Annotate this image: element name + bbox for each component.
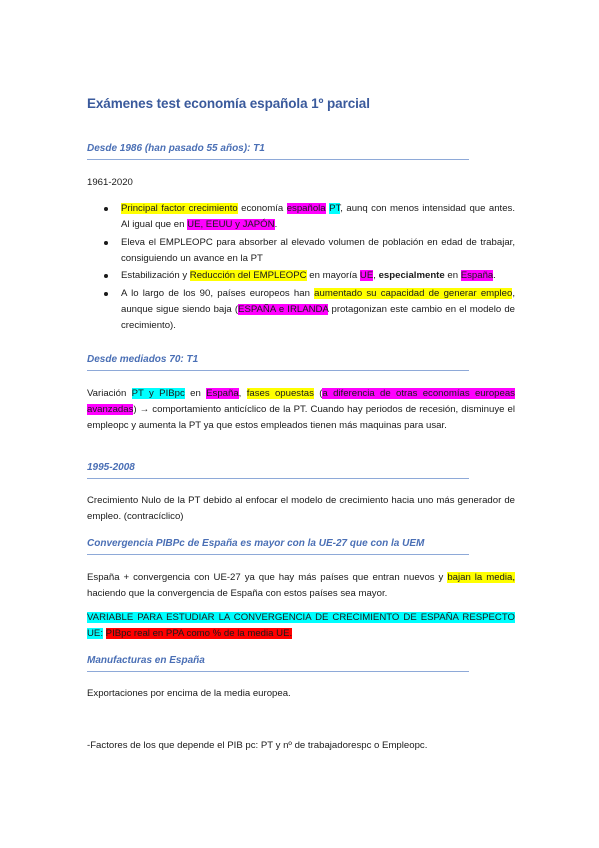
bullet-icon — [104, 292, 108, 296]
text-run: ) → comportamiento anticíclico de la PT. Cuando hay periodos de recesión, disminuye el empleopc y aumenta la PT ya que estos empleados tienen más maquinas para usar. — [87, 404, 515, 432]
text-run: España + convergencia con UE-27 ya que hay más países que entran nuevos y — [87, 572, 448, 583]
text-run: en — [184, 388, 207, 399]
paragraph-exportaciones: Exportaciones por encima de la media europea. — [87, 688, 291, 699]
highlight-magenta: España — [460, 270, 494, 282]
paragraph-variable-note — [87, 610, 515, 642]
paragraph-crecimiento: Crecimiento Nulo de la PT debido al enfocar el modelo de crecimiento hacia uno más generador de empleo. (contracíclico) — [87, 495, 515, 523]
bullet-icon — [104, 241, 108, 245]
bullet-list — [87, 201, 515, 335]
bold-text: especialmente — [378, 270, 445, 282]
highlight-magenta: a diferencia de otras economías europeas avanzadas — [87, 388, 515, 416]
text-run: protagonizan este cambio en el modelo de crecimiento). — [121, 303, 516, 331]
list-item — [87, 201, 515, 233]
bullet-icon — [104, 207, 108, 211]
text-run: en mayoría — [306, 270, 360, 282]
document-title: Exámenes test economía española 1º parcial — [87, 96, 370, 111]
section-heading-70s: Desde mediados 70: T1 — [87, 354, 199, 365]
text-run: , — [373, 270, 379, 282]
highlight-yellow: Principal factor crecimiento — [121, 203, 238, 214]
highlight-yellow: fases opuestas — [246, 388, 314, 399]
paragraph-convergencia — [87, 570, 515, 602]
paragraph-variacion — [87, 386, 515, 435]
highlight-red: PIBpc real en PPA como % de la media UE. — [105, 628, 293, 640]
paragraph-factores: -Factores de los que depende el PIB pc: PT y nº de trabajadorespc o Empleopc. — [87, 740, 428, 751]
highlight-magenta: España — [206, 388, 239, 399]
text-run: Variación — [87, 388, 132, 399]
section-heading-manufacturas: Manufacturas en España — [87, 655, 205, 666]
text-run: , aunq con menos intensidad que antes. Al igual que en — [121, 203, 516, 231]
section-heading-convergencia: Convergencia PIBPc de España es mayor con la UE-27 que con la UEM — [87, 538, 425, 549]
list-item — [87, 286, 515, 335]
text-run: en — [444, 270, 461, 282]
text-run: economía — [237, 203, 287, 214]
list-item — [87, 235, 515, 267]
period-label: 1961-2020 — [87, 177, 133, 188]
highlight-cyan: PT y PIBpc — [131, 388, 185, 399]
section-heading-1995: 1995-2008 — [87, 462, 135, 473]
highlight-yellow: Reducción del EMPLEOPC — [189, 270, 307, 282]
section-divider — [87, 370, 469, 371]
section-heading-1986: Desde 1986 (han pasado 55 años): T1 — [87, 143, 265, 154]
highlight-yellow: bajan la media, — [447, 572, 515, 583]
highlight-magenta: española — [286, 203, 326, 214]
highlight-cyan: VARIABLE PARA ESTUDIAR LA CONVERGENCIA DE CRECIMIENTO DE ESPAÑA RESPECTO UE: — [87, 612, 515, 640]
text-run: Estabilización y — [121, 270, 190, 282]
text-run: Eleva el EMPLEOPC para absorber al elevado volumen de población en edad de trabajar, consiguiendo un avance en la PT — [121, 236, 515, 264]
section-divider — [87, 671, 469, 672]
bullet-icon — [104, 274, 108, 278]
list-item — [87, 268, 515, 284]
highlight-yellow: aumentado su capacidad de generar empleo — [314, 287, 513, 299]
highlight-cyan: PT — [329, 203, 341, 214]
text-run: . — [274, 219, 278, 231]
highlight-magenta: UE — [359, 270, 374, 282]
text-run: haciendo que la convergencia de España con estos países sea mayor. — [87, 588, 388, 600]
section-divider — [87, 159, 469, 160]
text-run: A lo largo de los 90, países europeos han — [121, 287, 315, 299]
text-run: . — [493, 270, 496, 282]
section-divider — [87, 478, 469, 479]
highlight-magenta: ESPAÑA e IRLANDA — [238, 303, 329, 315]
text-run: , aunque sigue siendo baja ( — [121, 287, 515, 315]
text-run: ( — [313, 388, 323, 399]
highlight-magenta: UE, EEUU y JAPÓN — [187, 219, 275, 231]
section-divider — [87, 554, 469, 555]
text-run: , — [238, 388, 247, 399]
